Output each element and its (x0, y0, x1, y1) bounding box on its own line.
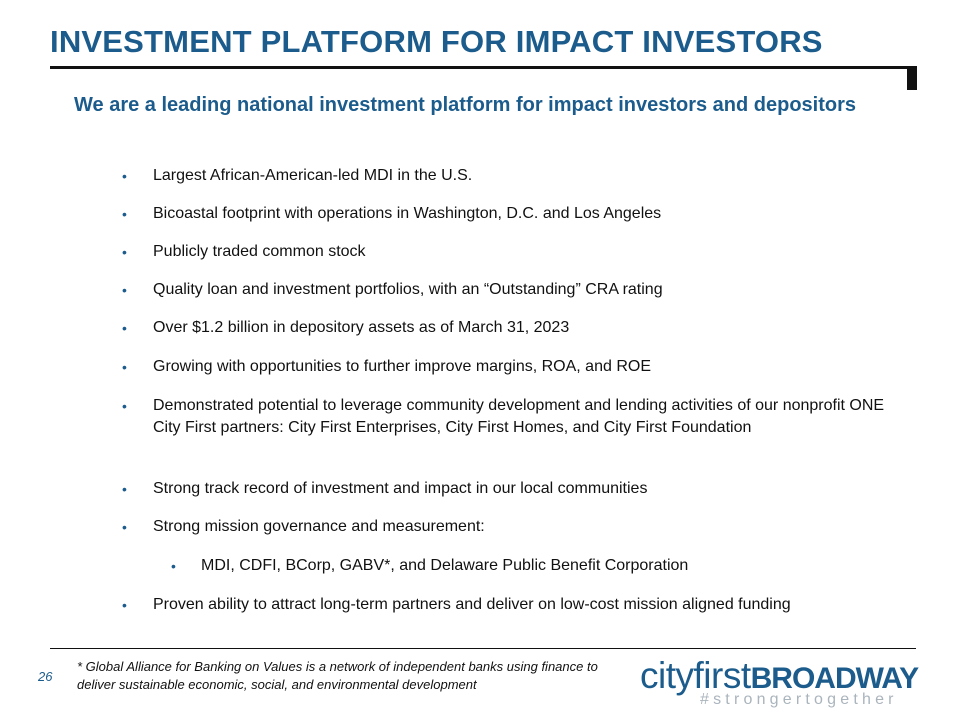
bullet-item (122, 165, 898, 187)
slide-title: INVESTMENT PLATFORM FOR IMPACT INVESTORS (50, 24, 823, 59)
bullet-dot-icon: • (122, 359, 127, 375)
bullet-item (122, 478, 898, 500)
bullet-text: Quality loan and investment portfolios, with an “Outstanding” CRA rating (153, 281, 663, 298)
bullet-text: MDI, CDFI, BCorp, GABV*, and Delaware Public Benefit Corporation (201, 557, 689, 574)
bullet-text: Demonstrated potential to leverage community development and lending activities of our nonprofit ONE City First partners: City First Enterprises, City First Homes, and City First Foundation (153, 397, 885, 436)
bullet-text: Publicly traded common stock (153, 243, 366, 260)
bullet-dot-icon: • (122, 244, 127, 260)
title-rule (50, 66, 916, 69)
page-number: 26 (38, 669, 53, 684)
bullet-dot-icon: • (122, 320, 127, 336)
bullet-dot-icon: • (122, 168, 127, 184)
bullet-text: Strong track record of investment and impact in our local communities (153, 480, 648, 497)
bullet-dot-icon: • (122, 398, 127, 414)
bullet-text: Largest African-American-led MDI in the U.S. (153, 167, 473, 184)
bullet-dot-icon: • (122, 519, 127, 535)
bullet-dot-icon: • (122, 597, 127, 613)
logo-tagline: #strongertogether (700, 691, 898, 708)
bullet-text: Over $1.2 billion in depository assets as of March 31, 2023 (153, 319, 570, 336)
title-rule-tab (907, 66, 917, 90)
logo-broadway: BROADWAY (750, 662, 919, 695)
bullet-item (122, 395, 888, 439)
bullet-item (122, 516, 898, 538)
company-logo (640, 655, 919, 716)
bullet-dot-icon: • (122, 206, 127, 222)
bullet-item (122, 317, 898, 339)
bullet-text: Strong mission governance and measurement: (153, 518, 485, 535)
bullet-item (122, 203, 898, 225)
bullet-text: Proven ability to attract long-term partners and deliver on low-cost mission aligned funding (153, 596, 791, 613)
sub-bullet-item (171, 555, 901, 577)
bullet-item (122, 241, 898, 263)
bullet-text: Bicoastal footprint with operations in Washington, D.C. and Los Angeles (153, 205, 662, 222)
bullet-dot-icon: • (122, 282, 127, 298)
footnote: * Global Alliance for Banking on Values is a network of independent banks using finance to deliver sustainable economic, social, and environmental development (77, 659, 598, 692)
bullet-text: Growing with opportunities to further improve margins, ROA, and ROE (153, 358, 651, 375)
bullet-item (122, 356, 898, 378)
slide-subtitle: We are a leading national investment platform for impact investors and depositors (74, 94, 857, 116)
footer-rule (50, 648, 916, 649)
bullet-dot-icon: • (122, 481, 127, 497)
logo-cityfirst: cityfirst (640, 655, 751, 696)
bullet-dot-icon: • (171, 558, 176, 574)
bullet-item (122, 594, 913, 616)
bullet-item (122, 279, 898, 301)
